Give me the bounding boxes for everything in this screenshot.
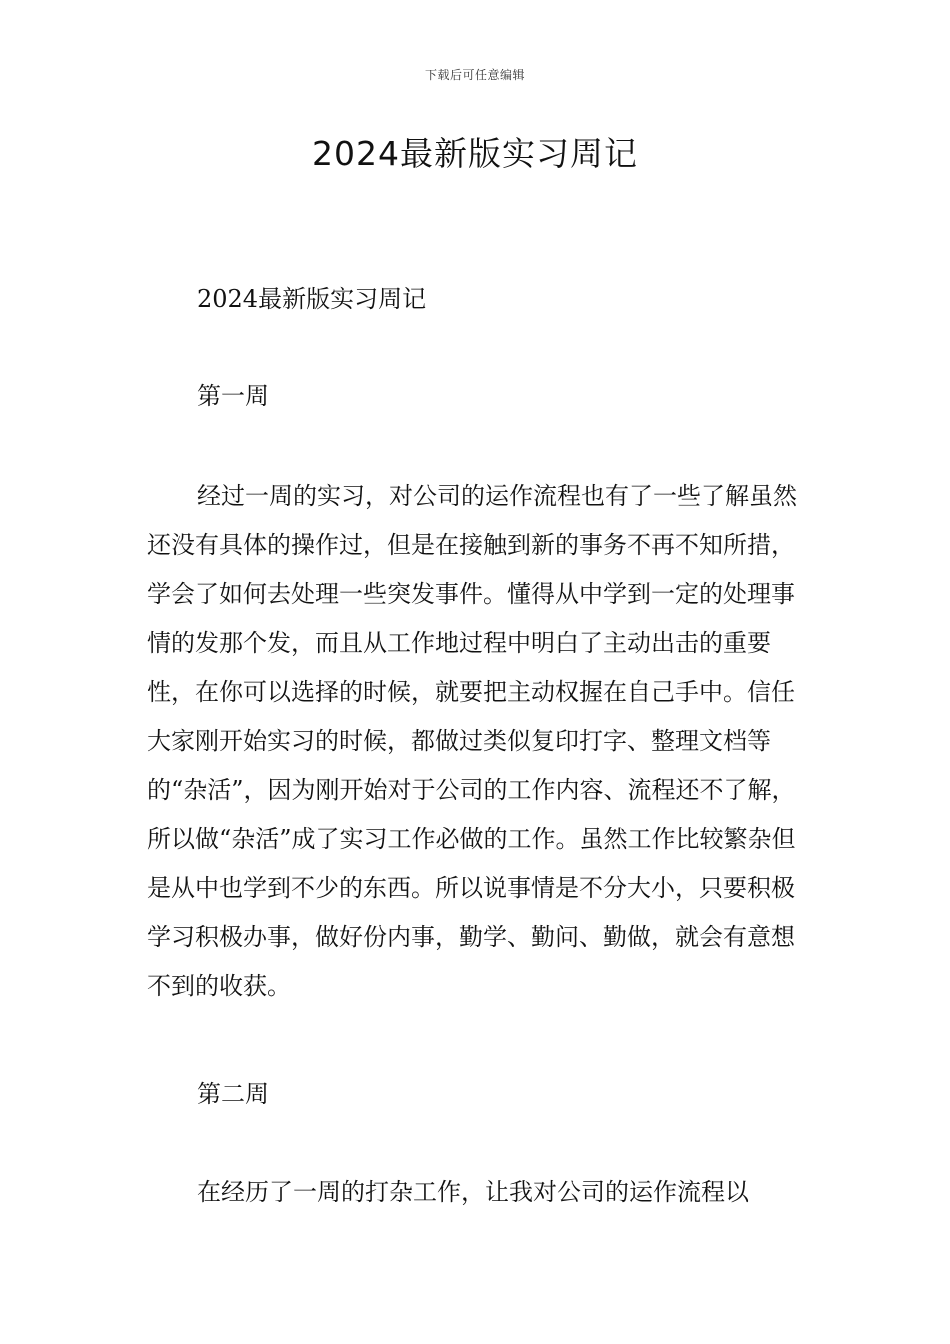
section-heading-week-2: 第二周 bbox=[197, 1080, 269, 1108]
header-note: 下载后可任意编辑 bbox=[424, 68, 525, 82]
document-subtitle: 2024最新版实习周记 bbox=[197, 285, 427, 313]
section-heading-week-1: 第一周 bbox=[197, 382, 269, 410]
section-paragraph-week-1: 经过一周的实习，对公司的运作流程也有了一些了解虽然还没有具体的操作过，但是在接触到新的事务不再不知所措，学会了如何去处理一些突发事件。懂得从中学到一定的处理事情的发那个发，而且从工作地过程中明白了主动出击的重要性，在你可以选择的时候，就要把主动权握在自己手中。信任大家刚开始实习的时候，都做过类似复印打字、整理文档等的“杂活”，因为刚开始对于公司的工作内容、流程还不了解，所以做“杂活”成了实习工作必做的工作。虽然工作比较繁杂但是从中也学到不少的东西。所以说事情是不分大小，只要积极学习积极办事，做好份内事，勤学、勤问、勤做，就会有意想不到的收获。 bbox=[147, 482, 797, 1000]
section-paragraph-week-2: 在经历了一周的打杂工作，让我对公司的运作流程以 bbox=[197, 1178, 749, 1206]
document-title: 2024最新版实习周记 bbox=[312, 134, 638, 173]
